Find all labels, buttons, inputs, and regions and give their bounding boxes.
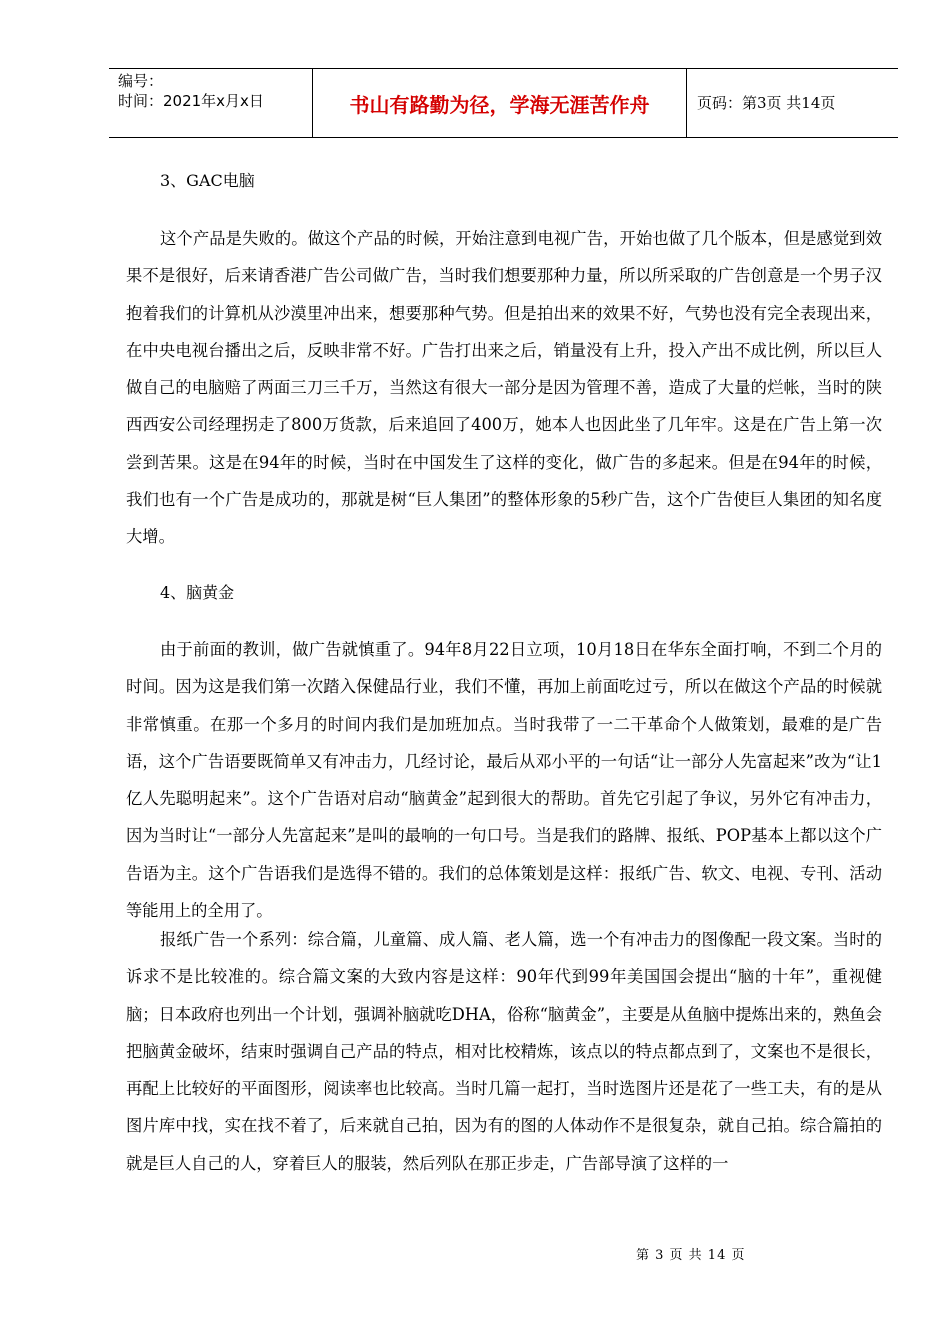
page-footer: 第 3 页 共 14 页 [636, 1248, 746, 1263]
section-heading-brain-gold: 4、脑黄金 [160, 583, 235, 602]
serial-number-label: 编号： [118, 72, 164, 90]
header-right-cell [687, 69, 898, 137]
paragraph-newspaper-ads: 报纸广告一个系列：综合篇，儿童篇、成人篇、老人篇，选一个有冲击力的图像配一段文案。当时的诉求不是比较准的。综合篇文案的大致内容是这样：90年代到99年美国国会提出“脑的十年”，重视健脑；日本政府也列出一个计划，强调补脑就吃DHA，俗称“脑黄金”，主要是从鱼脑中提炼出来的，熟鱼会把脑黄金破坏，结束时强调自己产品的特点，相对比校精炼，该点以的特点都点到了，文案也不是很长，再配上比较好的平面图形，阅读率也比较高。当时几篇一起打，当时选图片还是花了一些工夫，有的是从图片库中找，实在找不着了，后来就自己拍，因为有的图的人体动作不是很复杂，就自己拍。综合篇拍的就是巨人自己的人，穿着巨人的服装，然后列队在那正步走，广告部导演了这样的一 [126, 930, 882, 1173]
section-heading-gac-computer: 3、GAC电脑 [160, 171, 255, 190]
motto-text: 书山有路勤为径，学海无涯苦作舟 [349, 93, 650, 117]
page-info: 页码：第3页 共14页 [697, 94, 836, 112]
paragraph-gac-computer: 这个产品是失败的。做这个产品的时候，开始注意到电视广告，开始也做了几个版本，但是感觉到效果不是很好，后来请香港广告公司做广告，当时我们想要那种力量，所以所采取的广告创意是一个男子汉抱着我们的计算机从沙漠里冲出来，想要那种气势。但是拍出来的效果不好，气势也没有完全表现出来，在中央电视台播出之后，反映非常不好。广告打出来之后，销量没有上升，投入产出不成比例，所以巨人做自己的电脑赔了两面三刀三千万，当然这有很大一部分是因为管理不善，造成了大量的烂帐，当时的陕西西安公司经理拐走了800万货款，后来追回了400万，她本人也因此坐了几年牢。这是在广告上第一次尝到苦果。这是在94年的时候，当时在中国发生了这样的变化，做广告的多起来。但是在94年的时候，我们也有一个广告是成功的，那就是树“巨人集团”的整体形象的5秒广告，这个广告使巨人集团的知名度大增。 [126, 229, 882, 547]
document-header [109, 68, 898, 138]
header-left-cell [109, 69, 313, 137]
date-line: 时间：2021年x月x日 [118, 92, 264, 110]
paragraph-brain-gold-intro: 由于前面的教训，做广告就慎重了。94年8月22日立项，10月18日在华东全面打响，不到二个月的时间。因为这是我们第一次踏入保健品行业，我们不懂，再加上前面吃过亏，所以在做这个产品的时候就非常慎重。在那一个多月的时间内我们是加班加点。当时我带了一二干革命个人做策划，最难的是广告语，这个广告语要既简单又有冲击力，几经讨论，最后从邓小平的一句话“让一部分人先富起来”改为“让1亿人先聪明起来”。这个广告语对启动“脑黄金”起到很大的帮助。首先它引起了争议，另外它有冲击力，因为当时让“一部分人先富起来”是叫的最响的一句口号。当是我们的路牌、报纸、POP基本上都以这个广告语为主。这个广告语我们是选得不错的。我们的总体策划是这样：报纸广告、软文、电视、专刊、活动等能用上的全用了。 [126, 640, 882, 921]
header-middle-cell [313, 69, 687, 137]
